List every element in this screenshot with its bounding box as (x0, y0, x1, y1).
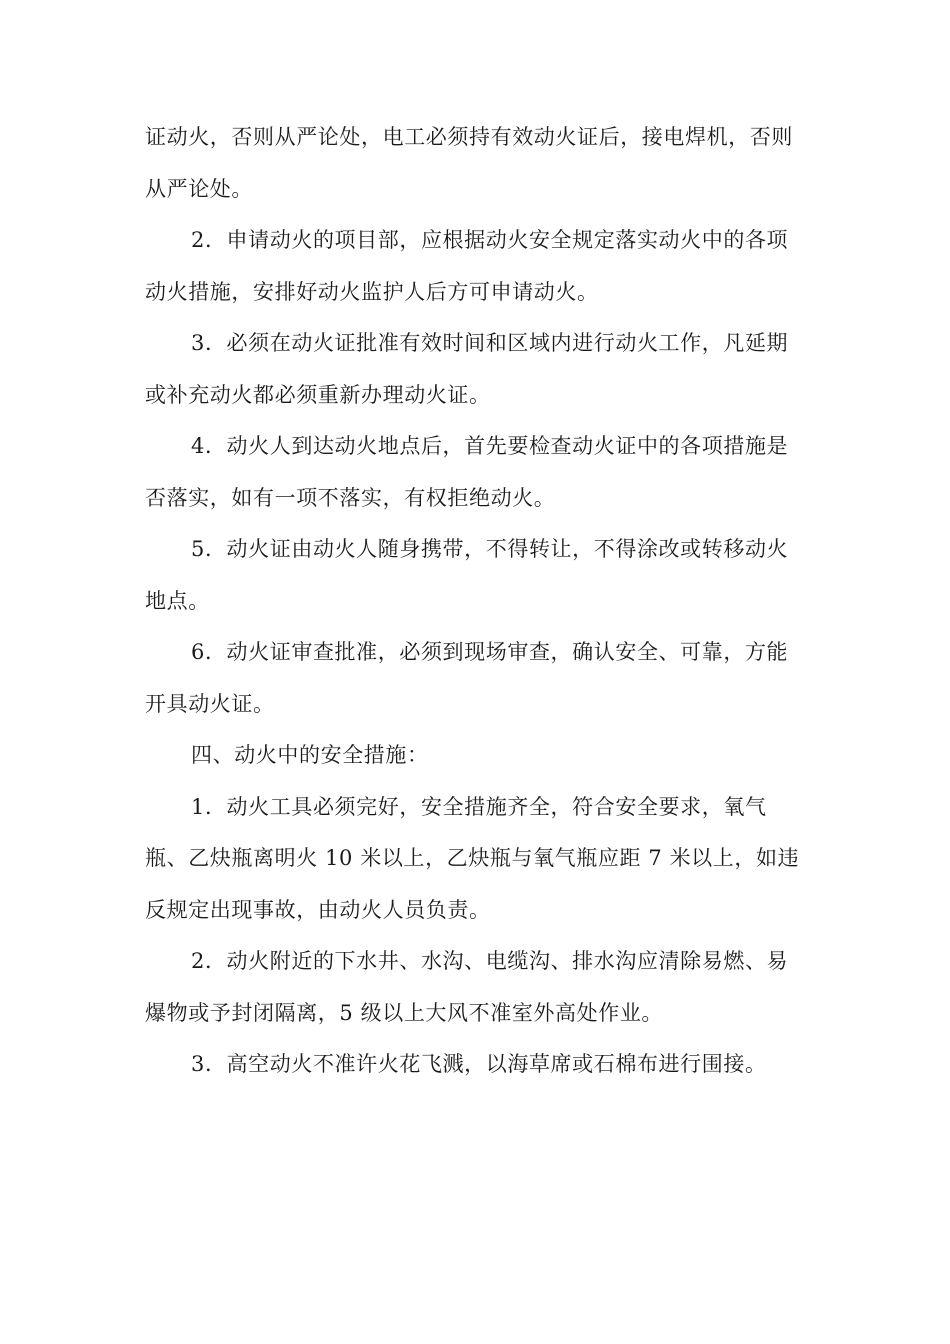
document-body (145, 112, 805, 1091)
paragraph-item-5: 5．动火证由动火人随身携带，不得转让，不得涂改或转移动火地点。 (145, 537, 789, 613)
paragraph-measure-1: 1．动火工具必须完好，安全措施齐全，符合安全要求，氧气瓶、乙炔瓶离明火 10 米以上，乙炔瓶与氧气瓶应距 7 米以上，如违反规定出现事故，由动火人员负责。 (145, 794, 800, 922)
paragraph-item-3: 3．必须在动火证批准有效时间和区域内进行动火工作，凡延期或补充动火都必须重新办理动火证。 (145, 331, 789, 407)
section-heading: 四、动火中的安全措施： (191, 743, 429, 767)
paragraph-item-4: 4．动火人到达动火地点后，首先要检查动火证中的各项措施是否落实，如有一项不落实，有权拒绝动火。 (145, 434, 789, 510)
paragraph-measure-2: 2．动火附近的下水井、水沟、电缆沟、排水沟应清除易燃、易爆物或予封闭隔离，5 级以上大风不准室外高处作业。 (145, 949, 789, 1025)
paragraph-measure-3: 3．高空动火不准许火花飞溅，以海草席或石棉布进行围接。 (191, 1052, 767, 1076)
paragraph-item-6: 6．动火证审查批准，必须到现场审查，确认安全、可靠，方能开具动火证。 (145, 640, 789, 716)
paragraph-continuation: 证动火，否则从严论处，电工必须持有效动火证后，接电焊机，否则从严论处。 (145, 125, 793, 201)
paragraph-item-2: 2．申请动火的项目部，应根据动火安全规定落实动火中的各项动火措施，安排好动火监护人后方可申请动火。 (145, 228, 789, 304)
